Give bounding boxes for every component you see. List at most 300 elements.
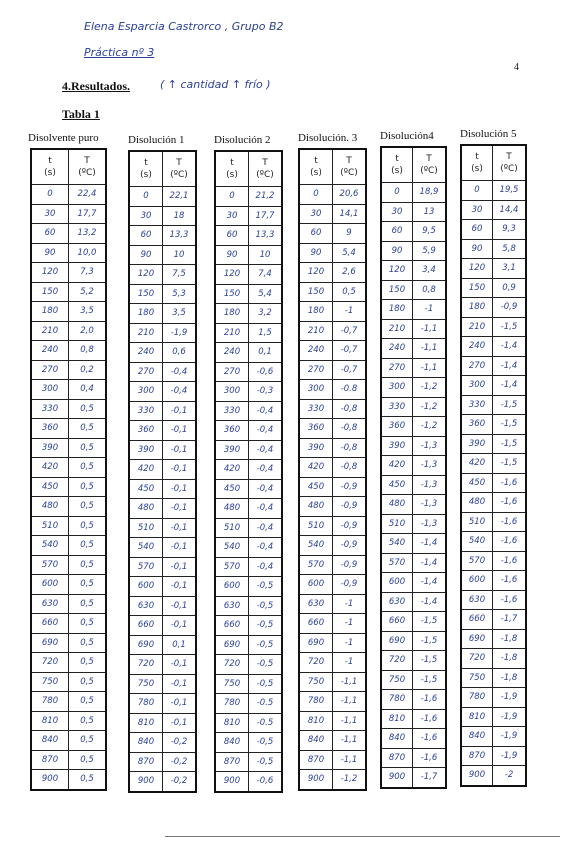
table-row xyxy=(381,631,446,651)
table-row xyxy=(31,497,106,517)
data-table xyxy=(460,144,527,787)
time-cell: 660 xyxy=(381,612,413,632)
temperature-cell: 2,0 xyxy=(69,321,107,341)
temperature-cell: 5,2 xyxy=(69,282,107,302)
time-cell: 0 xyxy=(381,183,413,203)
temperature-cell: -0,9 xyxy=(333,497,367,517)
temperature-cell: 3,5 xyxy=(163,304,197,324)
temperature-cell: -0,9 xyxy=(333,555,367,575)
temperature-cell: -1,4 xyxy=(493,376,527,396)
temperature-cell: -0,5 xyxy=(249,752,283,772)
time-cell: 510 xyxy=(461,512,493,532)
table-row xyxy=(215,635,282,655)
table-row xyxy=(215,460,282,480)
time-cell: 240 xyxy=(381,339,413,359)
section-handwritten-note: ( ↑ cantidad ↑ frío ) xyxy=(160,78,271,91)
time-cell: 630 xyxy=(461,590,493,610)
time-cell: 30 xyxy=(299,204,333,224)
temperature-column-header: T (ºC) xyxy=(249,151,283,187)
temperature-cell: -1,5 xyxy=(493,395,527,415)
time-cell: 600 xyxy=(461,571,493,591)
temperature-cell: 0,5 xyxy=(69,594,107,614)
time-cell: 540 xyxy=(381,534,413,554)
temperature-cell: 18,9 xyxy=(413,183,447,203)
time-cell: 870 xyxy=(31,750,69,770)
temperature-cell: -0,1 xyxy=(163,557,197,577)
time-cell: 690 xyxy=(381,631,413,651)
table-row xyxy=(215,265,282,285)
time-cell: 0 xyxy=(215,187,249,207)
table-row xyxy=(215,713,282,733)
temperature-cell: -0,9 xyxy=(333,575,367,595)
time-cell: 60 xyxy=(461,220,493,240)
time-column-header: t (s) xyxy=(31,149,69,185)
table-header-row xyxy=(299,149,366,185)
table-row xyxy=(461,590,526,610)
time-cell: 390 xyxy=(215,440,249,460)
table-row xyxy=(215,479,282,499)
time-cell: 330 xyxy=(215,401,249,421)
temperature-cell: 22,4 xyxy=(69,185,107,205)
time-cell: 210 xyxy=(215,323,249,343)
table-row xyxy=(461,766,526,786)
time-cell: 720 xyxy=(31,653,69,673)
table-row xyxy=(381,280,446,300)
table-row xyxy=(299,399,366,419)
table-row xyxy=(461,688,526,708)
temperature-cell: -1 xyxy=(413,300,447,320)
table-row xyxy=(31,419,106,439)
table-row xyxy=(299,731,366,751)
time-cell: 210 xyxy=(299,321,333,341)
time-cell: 750 xyxy=(31,672,69,692)
temperature-column-header: T (ºC) xyxy=(333,149,367,185)
table-row xyxy=(129,421,196,441)
temperature-cell: 0,1 xyxy=(163,635,197,655)
time-cell: 540 xyxy=(129,538,163,558)
table-row xyxy=(461,239,526,259)
time-cell: 270 xyxy=(299,360,333,380)
temperature-cell: -1,4 xyxy=(493,337,527,357)
table-row xyxy=(299,380,366,400)
data-table xyxy=(214,150,283,793)
table-row xyxy=(381,378,446,398)
table-row xyxy=(129,635,196,655)
time-cell: 900 xyxy=(381,768,413,788)
table-row xyxy=(215,518,282,538)
time-cell: 150 xyxy=(129,284,163,304)
table-row xyxy=(31,360,106,380)
temperature-cell: -1,7 xyxy=(493,610,527,630)
table-row xyxy=(461,532,526,552)
time-cell: 570 xyxy=(215,557,249,577)
temperature-cell: 5,3 xyxy=(163,284,197,304)
table-row xyxy=(129,226,196,246)
time-cell: 690 xyxy=(299,633,333,653)
time-cell: 120 xyxy=(215,265,249,285)
table-row xyxy=(381,651,446,671)
temperature-cell: -0,8 xyxy=(333,458,367,478)
temperature-cell: -1,1 xyxy=(333,731,367,751)
table-row xyxy=(129,382,196,402)
temperature-cell: 13,2 xyxy=(69,224,107,244)
table-row xyxy=(461,746,526,766)
time-cell: 480 xyxy=(31,497,69,517)
temperature-cell: -1,3 xyxy=(413,514,447,534)
table-row xyxy=(299,185,366,205)
time-cell: 660 xyxy=(299,614,333,634)
table-row xyxy=(31,731,106,751)
time-cell: 510 xyxy=(215,518,249,538)
table-row xyxy=(31,243,106,263)
table-row xyxy=(299,516,366,536)
temperature-cell: -0,9 xyxy=(333,477,367,497)
table-row xyxy=(129,187,196,207)
temperature-cell: -1,5 xyxy=(493,454,527,474)
table-row xyxy=(215,538,282,558)
table-row xyxy=(129,206,196,226)
table-header-row xyxy=(461,145,526,181)
temperature-cell: -0,1 xyxy=(163,460,197,480)
temperature-cell: -1,1 xyxy=(413,358,447,378)
temperature-cell: -1,6 xyxy=(413,748,447,768)
temperature-cell: -0,4 xyxy=(249,538,283,558)
time-cell: 450 xyxy=(381,475,413,495)
temperature-cell: -0,6 xyxy=(249,772,283,792)
temperature-cell: 0,5 xyxy=(69,399,107,419)
temperature-cell: 5,8 xyxy=(493,239,527,259)
time-cell: 810 xyxy=(299,711,333,731)
table-row xyxy=(31,711,106,731)
temperature-cell: 0,5 xyxy=(69,614,107,634)
table-row xyxy=(381,553,446,573)
temperature-cell: 0,5 xyxy=(69,633,107,653)
temperature-cell: -0,5 xyxy=(249,635,283,655)
time-cell: 810 xyxy=(461,707,493,727)
time-cell: 810 xyxy=(381,709,413,729)
table-row xyxy=(381,241,446,261)
temperature-cell: 0,5 xyxy=(69,477,107,497)
temperature-cell: 14,4 xyxy=(493,200,527,220)
time-cell: 420 xyxy=(381,456,413,476)
time-cell: 150 xyxy=(381,280,413,300)
temperature-cell: 14,1 xyxy=(333,204,367,224)
temperature-cell: -0,9 xyxy=(333,536,367,556)
time-cell: 30 xyxy=(381,202,413,222)
temperature-cell: -1,8 xyxy=(493,649,527,669)
temperature-cell: -1,6 xyxy=(493,571,527,591)
temperature-cell: 7,5 xyxy=(163,265,197,285)
time-column-header: t (s) xyxy=(461,145,493,181)
time-column-header: t (s) xyxy=(299,149,333,185)
table-row xyxy=(31,185,106,205)
table-row xyxy=(215,245,282,265)
table-row xyxy=(461,551,526,571)
table-row xyxy=(299,692,366,712)
time-cell: 570 xyxy=(381,553,413,573)
time-cell: 870 xyxy=(299,750,333,770)
time-cell: 750 xyxy=(299,672,333,692)
time-cell: 900 xyxy=(215,772,249,792)
time-cell: 150 xyxy=(31,282,69,302)
table-row xyxy=(31,224,106,244)
table-disolucion-3 xyxy=(298,132,367,791)
time-cell: 180 xyxy=(31,302,69,322)
temperature-cell: -0,4 xyxy=(249,557,283,577)
table-title: Disolvente puro xyxy=(28,132,99,144)
table-row xyxy=(299,614,366,634)
time-cell: 90 xyxy=(299,243,333,263)
table-row xyxy=(381,690,446,710)
temperature-cell: -0,2 xyxy=(163,772,197,792)
table-row xyxy=(129,733,196,753)
temperature-cell: -1,4 xyxy=(413,534,447,554)
temperature-cell: -0.5 xyxy=(249,694,283,714)
table-row xyxy=(381,417,446,437)
temperature-cell: -0,8 xyxy=(333,419,367,439)
time-cell: 180 xyxy=(381,300,413,320)
table-row xyxy=(461,337,526,357)
time-cell: 900 xyxy=(299,770,333,790)
table-row xyxy=(129,343,196,363)
temperature-cell: -0,4 xyxy=(249,518,283,538)
time-cell: 120 xyxy=(299,263,333,283)
table-disolvente-puro xyxy=(30,132,107,791)
data-table xyxy=(380,146,447,789)
temperature-cell: 10,0 xyxy=(69,243,107,263)
temperature-cell: -1,1 xyxy=(333,711,367,731)
time-cell: 300 xyxy=(215,382,249,402)
time-cell: 30 xyxy=(129,206,163,226)
table-row xyxy=(299,204,366,224)
table-row xyxy=(215,674,282,694)
temperature-column-header: T (ºC) xyxy=(69,149,107,185)
time-cell: 120 xyxy=(31,263,69,283)
student-name-header: Elena Esparcia Castrorco , Grupo B2 xyxy=(84,20,284,33)
table-row xyxy=(461,356,526,376)
temperature-cell: 17,7 xyxy=(249,206,283,226)
table-row xyxy=(461,415,526,435)
temperature-cell: -1,2 xyxy=(413,397,447,417)
table-row xyxy=(31,614,106,634)
time-cell: 570 xyxy=(461,551,493,571)
table-row xyxy=(461,473,526,493)
temperature-cell: -1,9 xyxy=(163,323,197,343)
time-cell: 840 xyxy=(461,727,493,747)
time-cell: 690 xyxy=(215,635,249,655)
temperature-cell: -1,6 xyxy=(493,512,527,532)
temperature-cell: -0,1 xyxy=(163,655,197,675)
table-row xyxy=(299,555,366,575)
table-title: Disolución. 3 xyxy=(298,132,358,144)
table-row xyxy=(215,440,282,460)
table-row xyxy=(299,497,366,517)
time-cell: 240 xyxy=(31,341,69,361)
time-cell: 60 xyxy=(299,224,333,244)
temperature-cell: 0,5 xyxy=(69,458,107,478)
temperature-cell: -0,3 xyxy=(249,382,283,402)
time-cell: 420 xyxy=(215,460,249,480)
table-disolucion-4 xyxy=(380,130,447,789)
table-row xyxy=(215,616,282,636)
temperature-cell: 0,1 xyxy=(249,343,283,363)
temperature-cell: -1,9 xyxy=(493,688,527,708)
table-row xyxy=(461,707,526,727)
time-column-header: t (s) xyxy=(215,151,249,187)
table-row xyxy=(129,596,196,616)
table-row xyxy=(31,653,106,673)
table-row xyxy=(31,770,106,790)
time-cell: 750 xyxy=(129,674,163,694)
temperature-cell: -1,3 xyxy=(413,436,447,456)
temperature-cell: -1,4 xyxy=(413,592,447,612)
time-cell: 330 xyxy=(129,401,163,421)
temperature-cell: 0,8 xyxy=(413,280,447,300)
temperature-cell: 0,5 xyxy=(69,692,107,712)
table-row xyxy=(31,594,106,614)
temperature-cell: -0,4 xyxy=(249,401,283,421)
time-cell: 270 xyxy=(461,356,493,376)
table-row xyxy=(299,419,366,439)
temperature-cell: 0,4 xyxy=(69,380,107,400)
table-row xyxy=(129,694,196,714)
time-cell: 360 xyxy=(381,417,413,437)
table-row xyxy=(31,477,106,497)
table-row xyxy=(129,323,196,343)
time-cell: 180 xyxy=(461,298,493,318)
time-column-header: t (s) xyxy=(129,151,163,187)
temperature-cell: 0,5 xyxy=(69,555,107,575)
time-cell: 600 xyxy=(299,575,333,595)
table-row xyxy=(299,321,366,341)
temperature-cell: 9,3 xyxy=(493,220,527,240)
temperature-cell: 5,4 xyxy=(249,284,283,304)
temperature-cell: 0,5 xyxy=(69,672,107,692)
time-cell: 150 xyxy=(299,282,333,302)
temperature-cell: 0,9 xyxy=(493,278,527,298)
temperature-cell: -1,3 xyxy=(413,475,447,495)
temperature-cell: 0,8 xyxy=(69,341,107,361)
table-row xyxy=(299,672,366,692)
table-row xyxy=(299,750,366,770)
page-divider xyxy=(165,836,560,837)
table-row xyxy=(299,633,366,653)
table-row xyxy=(31,321,106,341)
table-row xyxy=(381,319,446,339)
temperature-cell: -0,1 xyxy=(163,479,197,499)
table-row xyxy=(129,284,196,304)
temperature-cell: -1,8 xyxy=(493,668,527,688)
table-row xyxy=(299,243,366,263)
temperature-cell: 9 xyxy=(333,224,367,244)
temperature-cell: -2 xyxy=(493,766,527,786)
time-cell: 330 xyxy=(461,395,493,415)
temperature-cell: -0,9 xyxy=(493,298,527,318)
table-row xyxy=(31,204,106,224)
table-header-row xyxy=(215,151,282,187)
time-cell: 810 xyxy=(31,711,69,731)
temperature-cell: 3,1 xyxy=(493,259,527,279)
table-row xyxy=(129,655,196,675)
temperature-cell: 10 xyxy=(249,245,283,265)
table-row xyxy=(381,612,446,632)
table-row xyxy=(461,493,526,513)
table-row xyxy=(129,713,196,733)
time-cell: 0 xyxy=(129,187,163,207)
time-cell: 420 xyxy=(31,458,69,478)
time-cell: 240 xyxy=(461,337,493,357)
time-cell: 420 xyxy=(299,458,333,478)
temperature-column-header: T (ºC) xyxy=(413,147,447,183)
time-cell: 450 xyxy=(31,477,69,497)
table-row xyxy=(129,440,196,460)
time-cell: 90 xyxy=(381,241,413,261)
temperature-cell: -1,7 xyxy=(413,768,447,788)
table-row xyxy=(129,362,196,382)
temperature-cell: 13,3 xyxy=(163,226,197,246)
table-row xyxy=(215,421,282,441)
temperature-cell: -1 xyxy=(333,594,367,614)
table-row xyxy=(129,557,196,577)
temperature-cell: -0,1 xyxy=(163,518,197,538)
temperature-cell: -0,5 xyxy=(249,674,283,694)
temperature-cell: -1,6 xyxy=(413,709,447,729)
time-cell: 600 xyxy=(129,577,163,597)
time-cell: 210 xyxy=(31,321,69,341)
table-row xyxy=(461,376,526,396)
table-row xyxy=(129,265,196,285)
time-cell: 60 xyxy=(31,224,69,244)
temperature-cell: -0,5 xyxy=(249,733,283,753)
table-row xyxy=(215,187,282,207)
time-cell: 510 xyxy=(381,514,413,534)
temperature-cell: 1,5 xyxy=(249,323,283,343)
table-row xyxy=(215,362,282,382)
time-cell: 540 xyxy=(299,536,333,556)
time-cell: 180 xyxy=(215,304,249,324)
table-row xyxy=(31,633,106,653)
table-row xyxy=(215,304,282,324)
time-cell: 720 xyxy=(461,649,493,669)
temperature-cell: -1,5 xyxy=(413,651,447,671)
time-cell: 480 xyxy=(215,499,249,519)
table-row xyxy=(461,298,526,318)
table-row xyxy=(461,259,526,279)
table-row xyxy=(129,577,196,597)
time-cell: 120 xyxy=(129,265,163,285)
time-cell: 210 xyxy=(129,323,163,343)
time-cell: 780 xyxy=(299,692,333,712)
table-row xyxy=(461,181,526,201)
table-row xyxy=(381,397,446,417)
time-cell: 480 xyxy=(299,497,333,517)
time-cell: 150 xyxy=(215,284,249,304)
time-cell: 90 xyxy=(215,245,249,265)
table-row xyxy=(31,399,106,419)
temperature-cell: -1,2 xyxy=(333,770,367,790)
temperature-cell: -0,1 xyxy=(163,421,197,441)
time-cell: 240 xyxy=(129,343,163,363)
table-row xyxy=(461,454,526,474)
temperature-cell: 0,5 xyxy=(69,497,107,517)
temperature-cell: -0,2 xyxy=(163,733,197,753)
temperature-cell: -1,5 xyxy=(493,415,527,435)
time-cell: 330 xyxy=(381,397,413,417)
time-cell: 690 xyxy=(129,635,163,655)
table-label: Tabla 1 xyxy=(62,107,100,121)
time-cell: 780 xyxy=(381,690,413,710)
table-row xyxy=(31,282,106,302)
